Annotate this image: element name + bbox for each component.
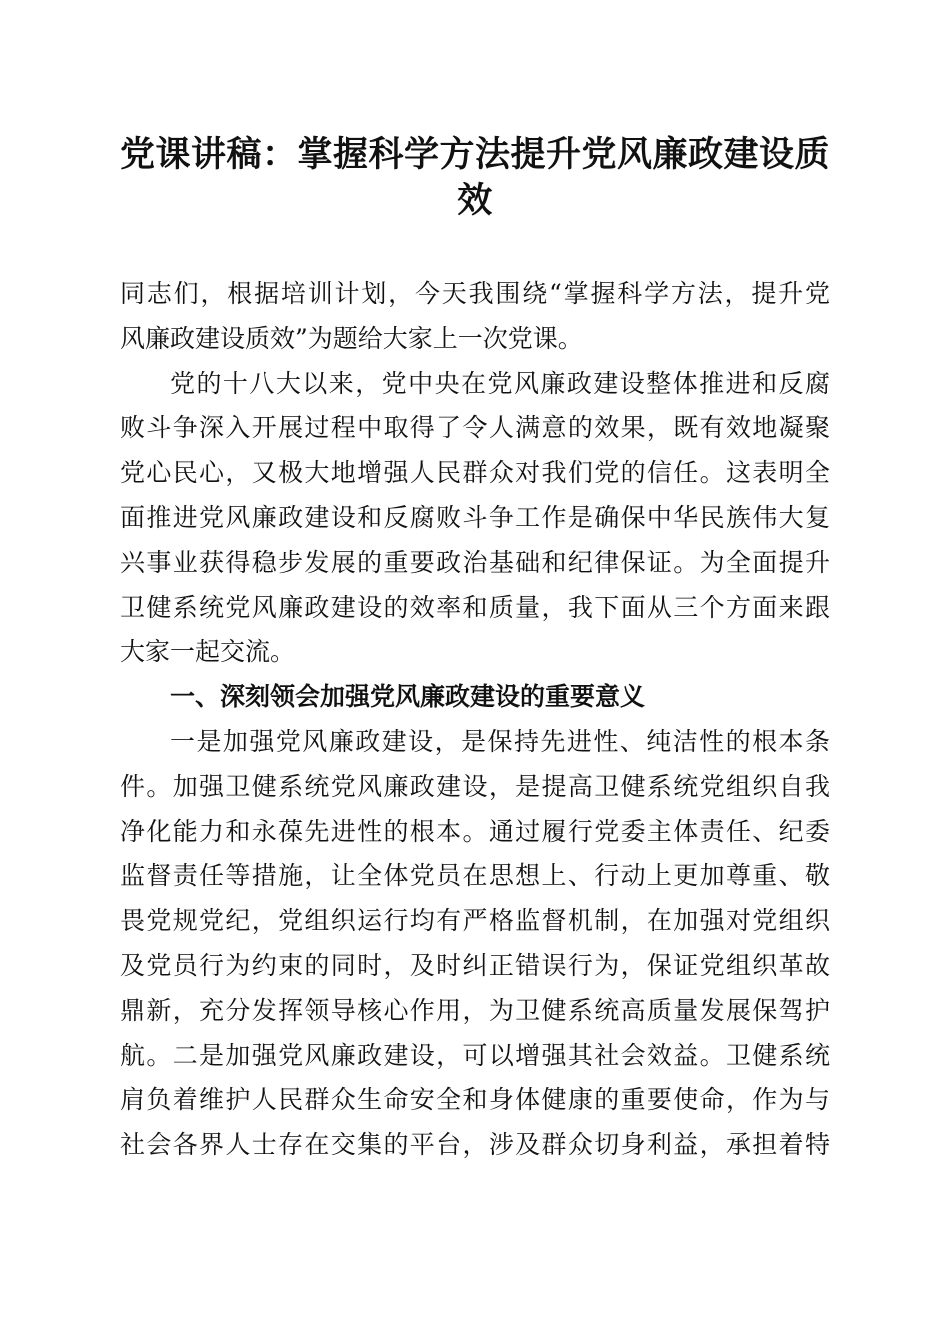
document-body [120, 272, 830, 1168]
text-line: 航。二是加强党风廉政建设，可以增强其社会效益。卫健系统 [120, 1040, 830, 1070]
text-line: 件。加强卫健系统党风廉政建设，是提高卫健系统党组织自我 [120, 771, 830, 801]
text-line: 鼎新，充分发挥领导核心作用，为卫健系统高质量发展保驾护 [120, 995, 830, 1025]
document-title [110, 132, 840, 224]
text-line: 肩负着维护人民群众生命安全和身体健康的重要使命，作为与 [120, 1085, 830, 1115]
text-line: 党心民心，又极大地增强人民群众对我们党的信任。这表明全 [120, 458, 830, 488]
text-line: 净化能力和永葆先进性的根本。通过履行党委主体责任、纪委 [120, 816, 830, 846]
text-line: 党的十八大以来，党中央在党风廉政建设整体推进和反腐 [170, 368, 830, 398]
title-line-1: 党课讲稿：掌握科学方法提升党风廉政建设质 [119, 134, 830, 175]
paragraph [120, 272, 830, 362]
text-line: 卫健系统党风廉政建设的效率和质量，我下面从三个方面来跟 [120, 592, 830, 622]
section-heading [120, 675, 830, 720]
text-line: 一、深刻领会加强党风廉政建设的重要意义 [170, 682, 646, 712]
paragraph [120, 362, 830, 676]
text-line: 畏党规党纪，党组织运行均有严格监督机制，在加强对党组织 [120, 906, 830, 936]
text-line: 监督责任等措施，让全体党员在思想上、行动上更加尊重、敬 [120, 861, 830, 891]
text-line: 兴事业获得稳步发展的重要政治基础和纪律保证。为全面提升 [120, 547, 830, 577]
text-line: 一是加强党风廉政建设，是保持先进性、纯洁性的根本条 [170, 726, 830, 756]
text-line: 风廉政建设质效”为题给大家上一次党课。 [120, 323, 583, 353]
title-line-2: 效 [457, 180, 493, 221]
text-line: 大家一起交流。 [120, 637, 296, 667]
paragraph [120, 720, 830, 1168]
text-line: 及党员行为约束的同时，及时纠正错误行为，保证党组织革故 [120, 950, 830, 980]
text-line: 社会各界人士存在交集的平台，涉及群众切身利益，承担着特 [120, 1130, 830, 1160]
text-line: 面推进党风廉政建设和反腐败斗争工作是确保中华民族伟大复 [120, 502, 830, 532]
text-line: 败斗争深入开展过程中取得了令人满意的效果，既有效地凝聚 [120, 413, 830, 443]
text-line: 同志们，根据培训计划，今天我围绕“掌握科学方法，提升党 [120, 279, 830, 308]
